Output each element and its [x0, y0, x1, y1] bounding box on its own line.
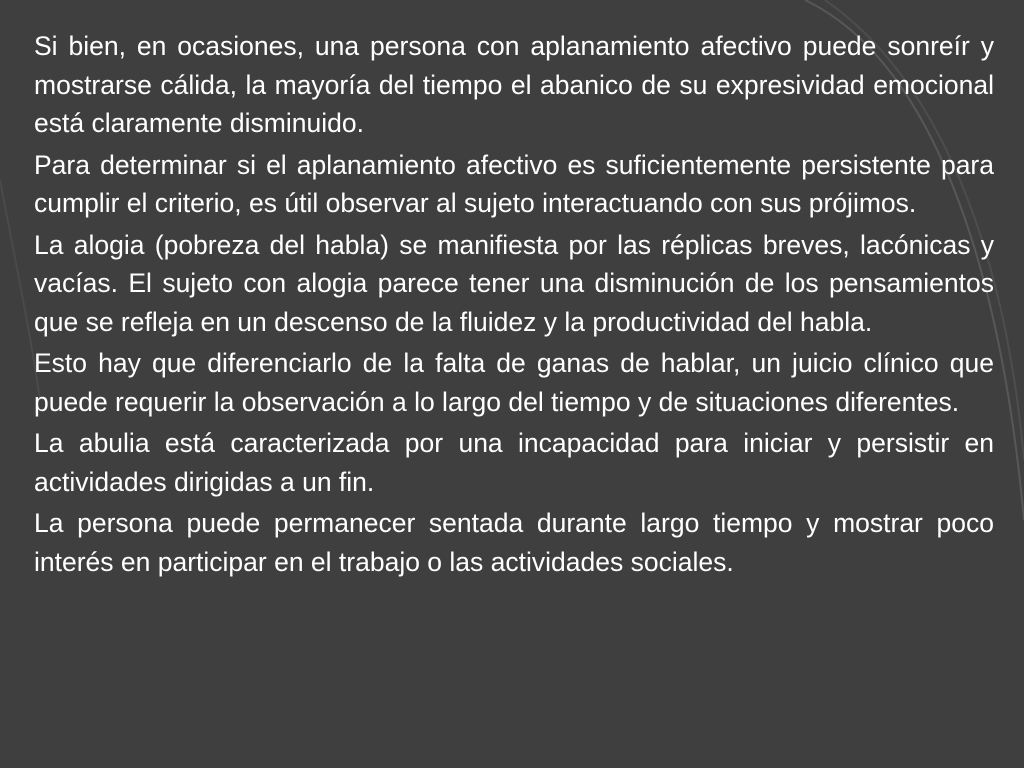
- paragraph-abulia: La abulia está caracterizada por una incapacidad para iniciar y persistir en actividades dirigidas a un fin.: [34, 428, 994, 497]
- paragraph-alogia: La alogia (pobreza del habla) se manifiesta por las réplicas breves, lacónicas y vacías. El sujeto con alogia parece tener una disminución de los pensamientos que se refleja en un descenso de la fluidez y la productividad del habla.: [34, 229, 994, 337]
- slide-text-body: [34, 27, 994, 584]
- paragraph-social-interest: La persona puede permanecer sentada durante largo tiempo y mostrar poco interés en participar en el trabajo o las actividades sociales.: [34, 508, 994, 577]
- paragraph-flat-affect: Si bien, en ocasiones, una persona con aplanamiento afectivo puede sonreír y mostrarse cálida, la mayoría del tiempo el abanico de su expresividad emocional está claramente disminuido.: [34, 31, 994, 138]
- paragraph-differentiation: Esto hay que diferenciarlo de la falta de ganas de hablar, un juicio clínico que puede requerir la observación a lo largo del tiempo y de situaciones diferentes.: [34, 348, 994, 417]
- paragraph-persistence: Para determinar si el aplanamiento afectivo es suficientemente persistente para cumplir el criterio, es útil observar al sujeto interactuando con sus prójimos.: [34, 149, 994, 218]
